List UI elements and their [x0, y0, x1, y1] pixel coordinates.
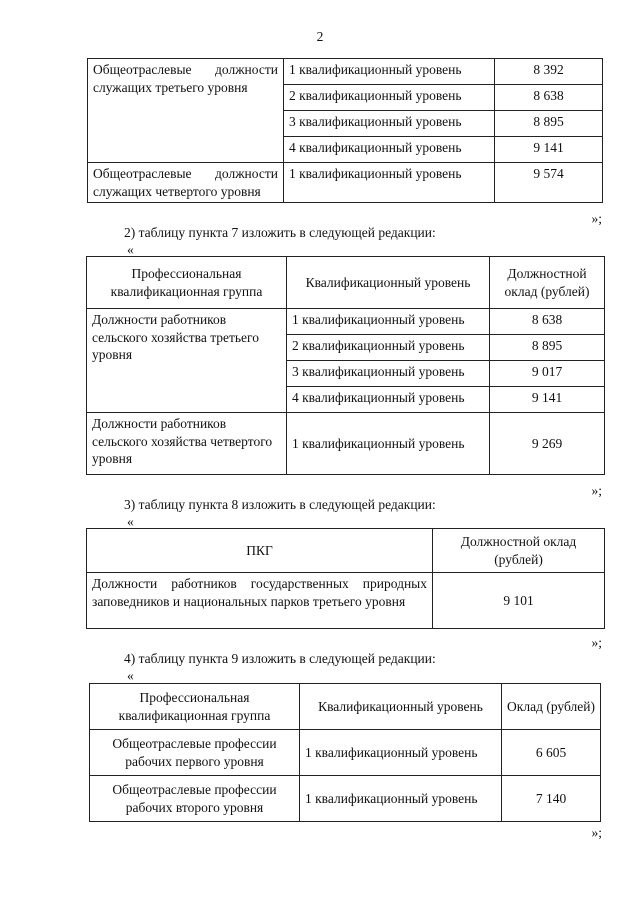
group-cell: Должности работников сельского хозяйства третьего уровня — [87, 309, 287, 413]
section3-header-1: ПКГ — [87, 529, 433, 573]
section-3-open-quote: « — [127, 514, 134, 529]
level-cell: 2 квалификационный уровень — [287, 335, 490, 361]
section2-header-1: Профессиональная квалификационная группа — [87, 257, 287, 309]
salary-cell: 8 638 — [495, 85, 603, 111]
table-4 — [89, 683, 601, 822]
level-cell: 1 квалификационный уровень — [287, 413, 490, 475]
table-row — [87, 413, 605, 475]
section-4-open-quote: « — [127, 668, 134, 683]
salary-cell: 7 140 — [502, 776, 601, 822]
page-number: 2 — [316, 29, 324, 44]
level-cell: 4 квалификационный уровень — [284, 137, 495, 163]
section4-header-3: Оклад (рублей) — [502, 684, 601, 730]
salary-cell: 9 141 — [495, 137, 603, 163]
table-3 — [86, 528, 605, 629]
salary-cell: 9 141 — [490, 387, 605, 413]
salary-cell: 6 605 — [502, 730, 601, 776]
section4-header-1: Профессиональная квалификационная группа — [90, 684, 300, 730]
section4-header-2: Квалификационный уровень — [300, 684, 502, 730]
section-4-instruction: 4) таблицу пункта 9 изложить в следующей редакции: — [124, 651, 436, 666]
section-3-instruction: 3) таблицу пункта 8 изложить в следующей редакции: — [124, 497, 436, 512]
group-cell: Общеотраслевые должности служащих четвертого уровня — [88, 163, 284, 203]
level-cell: 3 квалификационный уровень — [287, 361, 490, 387]
table-row — [90, 730, 601, 776]
table-row — [88, 163, 603, 203]
table-2 — [86, 256, 605, 475]
level-cell: 1 квалификационный уровень — [300, 776, 502, 822]
table-2-header-row — [87, 257, 605, 309]
salary-cell: 9 101 — [433, 573, 605, 629]
table-row — [87, 573, 605, 629]
group-cell: Должности работников сельского хозяйства четвертого уровня — [87, 413, 287, 475]
salary-cell: 9 017 — [490, 361, 605, 387]
section2-header-2: Квалификационный уровень — [287, 257, 490, 309]
table-row — [87, 309, 605, 335]
salary-cell: 8 895 — [490, 335, 605, 361]
section-2-instruction: 2) таблицу пункта 7 изложить в следующей редакции: — [124, 225, 436, 240]
group-cell: Общеотраслевые должности служащих третьего уровня — [88, 59, 284, 163]
table-row — [88, 59, 603, 85]
table-1-close-quote: »; — [591, 211, 602, 226]
group-cell: Должности работников государственных природных заповедников и национальных парков третьего уровня — [87, 573, 433, 629]
section-2-open-quote: « — [127, 242, 134, 257]
table-3-close-quote: »; — [591, 635, 602, 650]
table-1 — [87, 58, 603, 203]
table-2-close-quote: »; — [591, 483, 602, 498]
level-cell: 4 квалификационный уровень — [287, 387, 490, 413]
table-4-close-quote: »; — [591, 825, 602, 840]
level-cell: 1 квалификационный уровень — [287, 309, 490, 335]
salary-cell: 8 895 — [495, 111, 603, 137]
table-4-header-row — [90, 684, 601, 730]
level-cell: 1 квалификационный уровень — [284, 163, 495, 203]
level-cell: 2 квалификационный уровень — [284, 85, 495, 111]
salary-cell: 8 638 — [490, 309, 605, 335]
salary-cell: 8 392 — [495, 59, 603, 85]
salary-cell: 9 574 — [495, 163, 603, 203]
group-cell: Общеотраслевые профессии рабочих второго уровня — [90, 776, 300, 822]
table-row — [90, 776, 601, 822]
level-cell: 3 квалификационный уровень — [284, 111, 495, 137]
salary-cell: 9 269 — [490, 413, 605, 475]
section2-header-3: Должностной оклад (рублей) — [490, 257, 605, 309]
level-cell: 1 квалификационный уровень — [300, 730, 502, 776]
level-cell: 1 квалификационный уровень — [284, 59, 495, 85]
group-cell: Общеотраслевые профессии рабочих первого уровня — [90, 730, 300, 776]
section3-header-2: Должностной оклад (рублей) — [433, 529, 605, 573]
table-3-header-row — [87, 529, 605, 573]
